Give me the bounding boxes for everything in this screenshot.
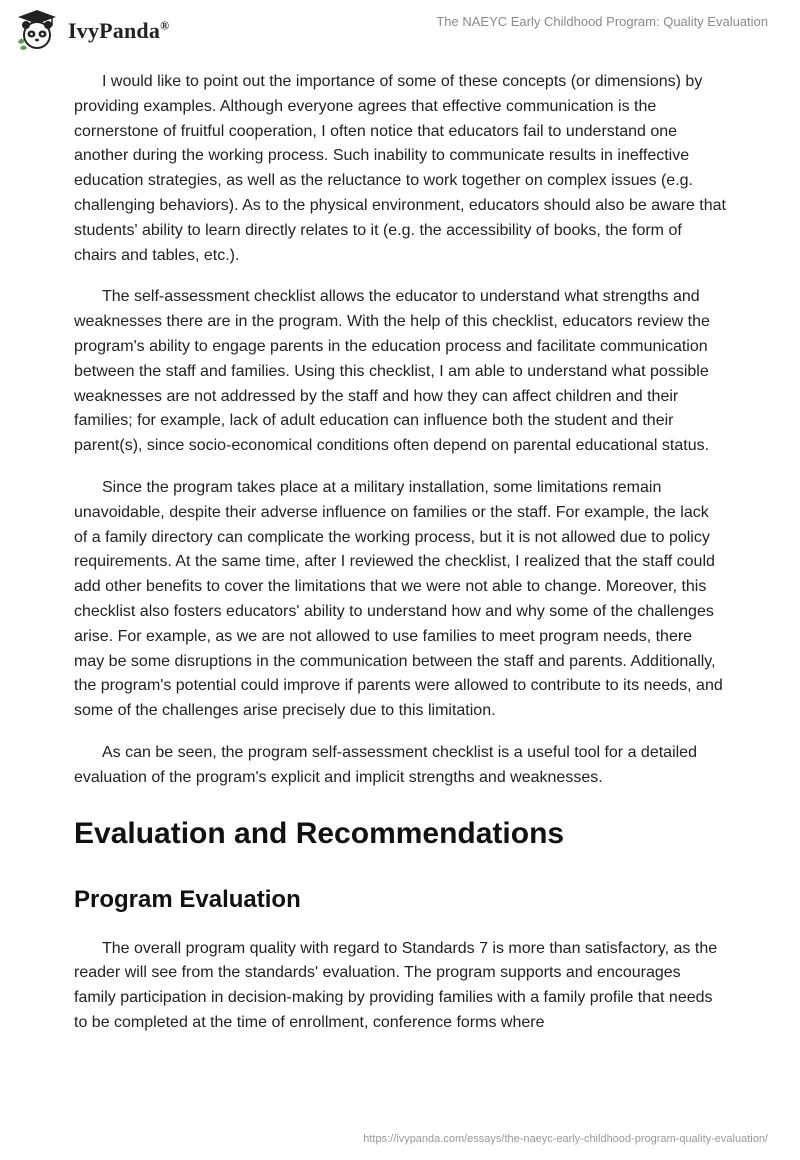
document-title: The NAEYC Early Childhood Program: Quality Evaluation bbox=[436, 14, 768, 29]
brand-name: IvyPanda® bbox=[68, 18, 170, 43]
subsection-heading: Program Evaluation bbox=[74, 885, 301, 913]
paragraph-limitations: Since the program takes place at a military installation, some limitations remain unavoidable, despite their adverse influence on families or the staff. For example, the lack of a family directory can complicate the working process, but it is not allowed due to policy requirements. At the same time, after I reviewed the checklist, I realized that the staff could add other benefits to cover the limitations that we were not able to change. Moreover, this checklist also fosters educators' ability to understand how and why some of the challenges arise. For example, as we are not allowed to use families to meet program needs, there may be some disruptions in the communication between the staff and parents. Additionally, the program's potential could improve if parents were allowed to contribute to its needs, and some of the challenges arise precisely due to this limitation. bbox=[74, 478, 723, 720]
essay-content bbox=[74, 70, 726, 1053]
paragraph-conclusion: As can be seen, the program self-assessment checklist is a useful tool for a detailed evaluation of the program's explicit and implicit strengths and weaknesses. bbox=[74, 743, 697, 786]
source-url[interactable]: https://ivypanda.com/essays/the-naeyc-early-childhood-program-quality-evaluation/ bbox=[363, 1133, 768, 1145]
ivypanda-logo[interactable] bbox=[14, 8, 169, 54]
page-header bbox=[0, 0, 800, 64]
paragraph-checklist: The self-assessment checklist allows the educator to understand what strengths and weaknesses there are in the program. With the help of this checklist, educators review the program's ability to engage parents in the education process and facilitate communication between the staff and families. Using this checklist, I am able to understand what possible weaknesses are not addressed by the staff and how they can affect children and their families; for example, lack of adult education can influence both the student and their parent(s), since socio-economical conditions often depend on parental educational status. bbox=[74, 288, 710, 455]
section-heading: Evaluation and Recommendations bbox=[74, 816, 565, 850]
paragraph-examples: I would like to point out the importance of some of these concepts (or dimensions) by providing examples. Although everyone agrees that effective communication is the cornerstone of fruitful cooperation, I often notice that educators fail to understand one another during the working process. Such inability to communicate results in ineffective education strategies, as well as the reluctance to work together on complex issues (e.g. challenging behaviors). As to the physical environment, educators should also be aware that students' ability to learn directly relates to it (e.g. the accessibility of books, the form of chairs and tables, etc.). bbox=[74, 73, 726, 264]
paragraph-program-evaluation: The overall program quality with regard to Standards 7 is more than satisfactory, as the reader will see from the standards' evaluation. The program supports and encourages family participation in decision-making by providing families with a family profile that needs to be completed at the time of enrollment, conference forms where bbox=[74, 939, 718, 1031]
panda-graduate-icon bbox=[14, 8, 60, 54]
